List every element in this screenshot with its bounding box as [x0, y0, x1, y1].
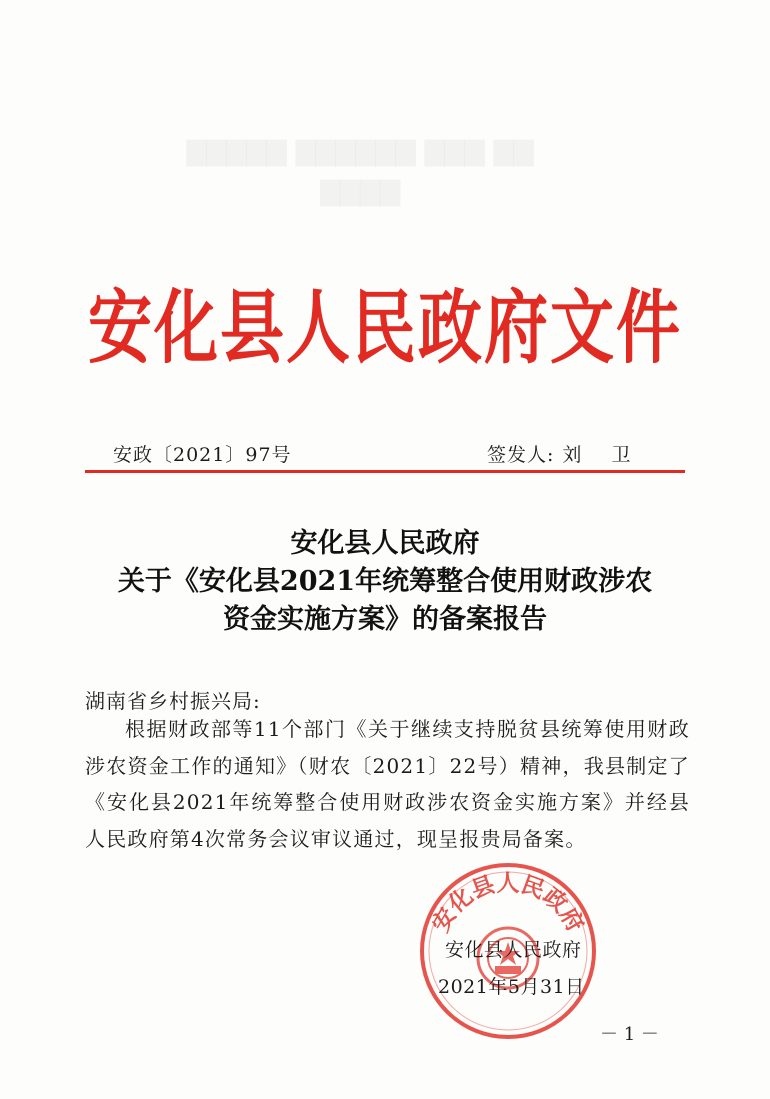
seal-ring-text: 安化县人民政府 — [426, 869, 590, 937]
page-number: － 1 － — [600, 1024, 659, 1045]
title-line-2: 关于《安化县2021年统筹整合使用财政涉农 — [117, 566, 653, 597]
salutation: 湖南省乡村振兴局: — [85, 689, 261, 713]
title-line-3: 资金实施方案》的备案报告 — [223, 604, 547, 635]
signer-label: 签发人: — [487, 444, 555, 466]
issue-date: 2021年5月31日 — [438, 976, 585, 998]
document-number: 安政〔2021〕97号 — [113, 444, 292, 466]
document-title — [0, 525, 770, 639]
body-paragraph: 根据财政部等11个部门《关于继续支持脱贫县统筹使用财政涉农资金工作的通知》（财农〔2021〕22号）精神，我县制定了《安化县2021年统筹整合使用财政涉农资金实施方案》并经县人民政府第4次常务会议审议通过，现呈报贵局备案。 — [85, 717, 690, 851]
reverse-bleed-through: ▇▇ ▇▇▇ ▇▇▇▇▇▇ ▇▇▇▇▇ ▇▇▇▇ — [186, 137, 534, 207]
masthead-title: 安化县人民政府文件 — [88, 281, 682, 376]
signer-name: 刘 卫 — [562, 444, 643, 466]
red-divider-line — [85, 470, 685, 473]
issuing-authority: 安化县人民政府 — [445, 939, 582, 961]
signer-line — [487, 440, 642, 467]
title-line-1: 安化县人民政府 — [290, 528, 480, 559]
